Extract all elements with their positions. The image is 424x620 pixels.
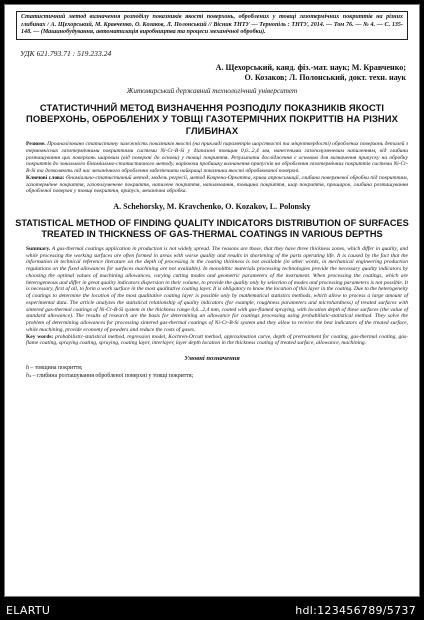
notation-heading: Умовні позначення — [184, 355, 240, 363]
citation-box: Статистичний метод визначення розподілу показників якості поверхонь, оброблених у товщі газотермічних покриттів на різних глибинах / А. Щехорський, М. Кравченко, О. Козаков, Л. Полонський // Вісник ТНТУ — Тернопіль : ТНТУ, 2014. — Том 76. — № 4. — С. 135-148. — (Машинобудування, автоматизація виробництва та процеси механічної обробки). — [16, 11, 408, 40]
title-uk: СТАТИСТИЧНИЙ МЕТОД ВИЗНАЧЕННЯ РОЗПОДІЛУ ПОКАЗНИКІВ ЯКОСТІ ПОВЕРХОНЬ, ОБРОБЛЕНИХ У ТОВЩІ ГАЗОТЕРМІЧНИХ ПОКРИТТІВ НА РІЗНИХ ГЛИБИНАХ — [25, 101, 398, 136]
abstract-label: Резюме. — [26, 141, 46, 148]
notation-desc: – товщина покриття; — [28, 365, 83, 372]
handle-id: hdl:123456789/5737 — [295, 604, 416, 617]
title-en: STATISTICAL METHOD OF FINDING QUALITY INDICATORS DISTRIBUTION OF SURFACES TREATED IN THICKNESS OF GAS-THERMAL COATINGS IN VARIOUS DEPTHS — [15, 217, 409, 239]
repository-name: ELARTU — [6, 604, 51, 617]
notation-item — [26, 365, 410, 372]
udk-code: УДК 621.793.71 : 519.233.24 — [20, 48, 112, 58]
authors-en: A. Schehorsky, M. Kravchenko, O. Kozakov, L. Polonsky — [113, 201, 311, 211]
notation-desc: – глибина розташування обробленої поверхні у товщі покриття; — [31, 372, 194, 379]
notation-symbol: hₛ — [26, 372, 32, 379]
abstract-text: Проаналізовано статистичну залежність показників якості (на прикладі параметрів шорсткості та мікротвердості) оброблених поверхонь деталей з термоякісних газотермічними покриттями системи Ni-Cr-B-Si у діапазоні товщин 0,6...2,4 мм, нанесеними газополуменевим напиленням, від глибини розташування цих поверхонь шаровим (від поверхні до основи) у товщі покриття. Результати дослідження є основою для визначення припуску на обробку покриттів до зонального біноміально-статистичного методу, варіюючи пробишку визначення припусків на оброблення газотермічних покриттів системи Ni-Cr-B-Si та дозволяють під час механічного оброблення забезпечити найкращі показники якості оброблюваної поверхні. — [26, 141, 408, 175]
notation-item — [26, 373, 410, 380]
authors-uk-line1: А. Щехорський, канд. фіз.-мат. наук; М. Кравченко; — [215, 62, 406, 72]
notation-list — [14, 365, 410, 380]
keywords-uk — [14, 175, 410, 195]
summary-text: A gas-thermal coatings application in production is not widely spread. The reasons are those, that they have three thickness zones, which differ in quality, and while processing the working surfaces are often formed in areas with worse quality and results in shortening of the parts operating life. It is caused by the fact that the information in technical reference literature on the depth of processing in the coating thickness is not available (in other words, in mechanical engineering production regulations on the fixed allowances for surfaces machining are not available). In monolithic materials processing technologies provide the necessary quality indicators by choosing the optimal values of machining allowances, varying cutting modes and geometric parameters of the instrument. When processing the coatings, which are heterogeneous and differ in great quality indicators dispersion in their volume, to provide the quality only by selection of modes and processing parameters is not possible. It is necessary, first of all, to form a work surface in the most qualitative coating layer. It is obligatory to know the location of this layer in the coating. Due to the heterogeneity of coatings to determine the location of the most qualitative coating layer is possible only by mathematical statistics methods, which allow to process a large amount of experimental data. The article analyzes the statistical relationship of quality indicators (for example, roughness parameters and microhardness) of treated surfaces with sintered gas-thermal coatings of Ni-Cr-B-Si system in the thickness range 0,6...2,4 mm, coated with gas-flamed spraying, with location depth of these surfaces (the value of standard allowance). The results of research are the basis for determining an allowance for coatings processing using probabilistic-statistical method. They solve the problem of determining allowances for processing sintered gas-thermal coatings of Ni-Cr-B-Si system and they allow to receive the best indicators of the treated surface, while machining, provide economy of powders and reduce the costs of gases. — [26, 245, 408, 333]
keywords-label: Ключові слова: — [26, 174, 65, 181]
notation-symbol: h — [26, 365, 29, 372]
affiliation: Житомирський державний технологічний університет — [126, 86, 298, 95]
keywords-en-label: Key words: — [26, 333, 54, 340]
viewer-footer-bar — [0, 598, 424, 620]
paper-page — [4, 4, 420, 597]
summary-label: Summary. — [26, 245, 51, 252]
abstract-uk — [14, 141, 410, 175]
authors-uk — [14, 63, 410, 83]
keywords-en — [14, 334, 410, 348]
summary-en — [14, 246, 410, 334]
keywords-en-text: probabilistic-statistical method, regression model, Kochren-Orcutt method, approximation curve, depth of pretreatment for coating, gas-thermal coating, gas-flame coating, spraying coating, spraying, coating layer, interlayer, layer depth location in the thickness coating of treated surface, allowance, machining. — [26, 333, 408, 347]
keywords-text: біноміально-статистичний метод, модель регресії, метод Кочрена-Оркатта, крива апроксимації, глибина поверхневої обробки під покриттям, газотермічне покриття, газополуменеве покриття, напилене покриття, напилювання, товщина покриття, шар покриття, прошарок, глибина розташування обробленої поверхні у товщі покриття, припуск, механічна обробка. — [26, 174, 408, 195]
authors-uk-line2: О. Козаков; Л. Полонський, докт. техн. наук — [244, 72, 406, 82]
